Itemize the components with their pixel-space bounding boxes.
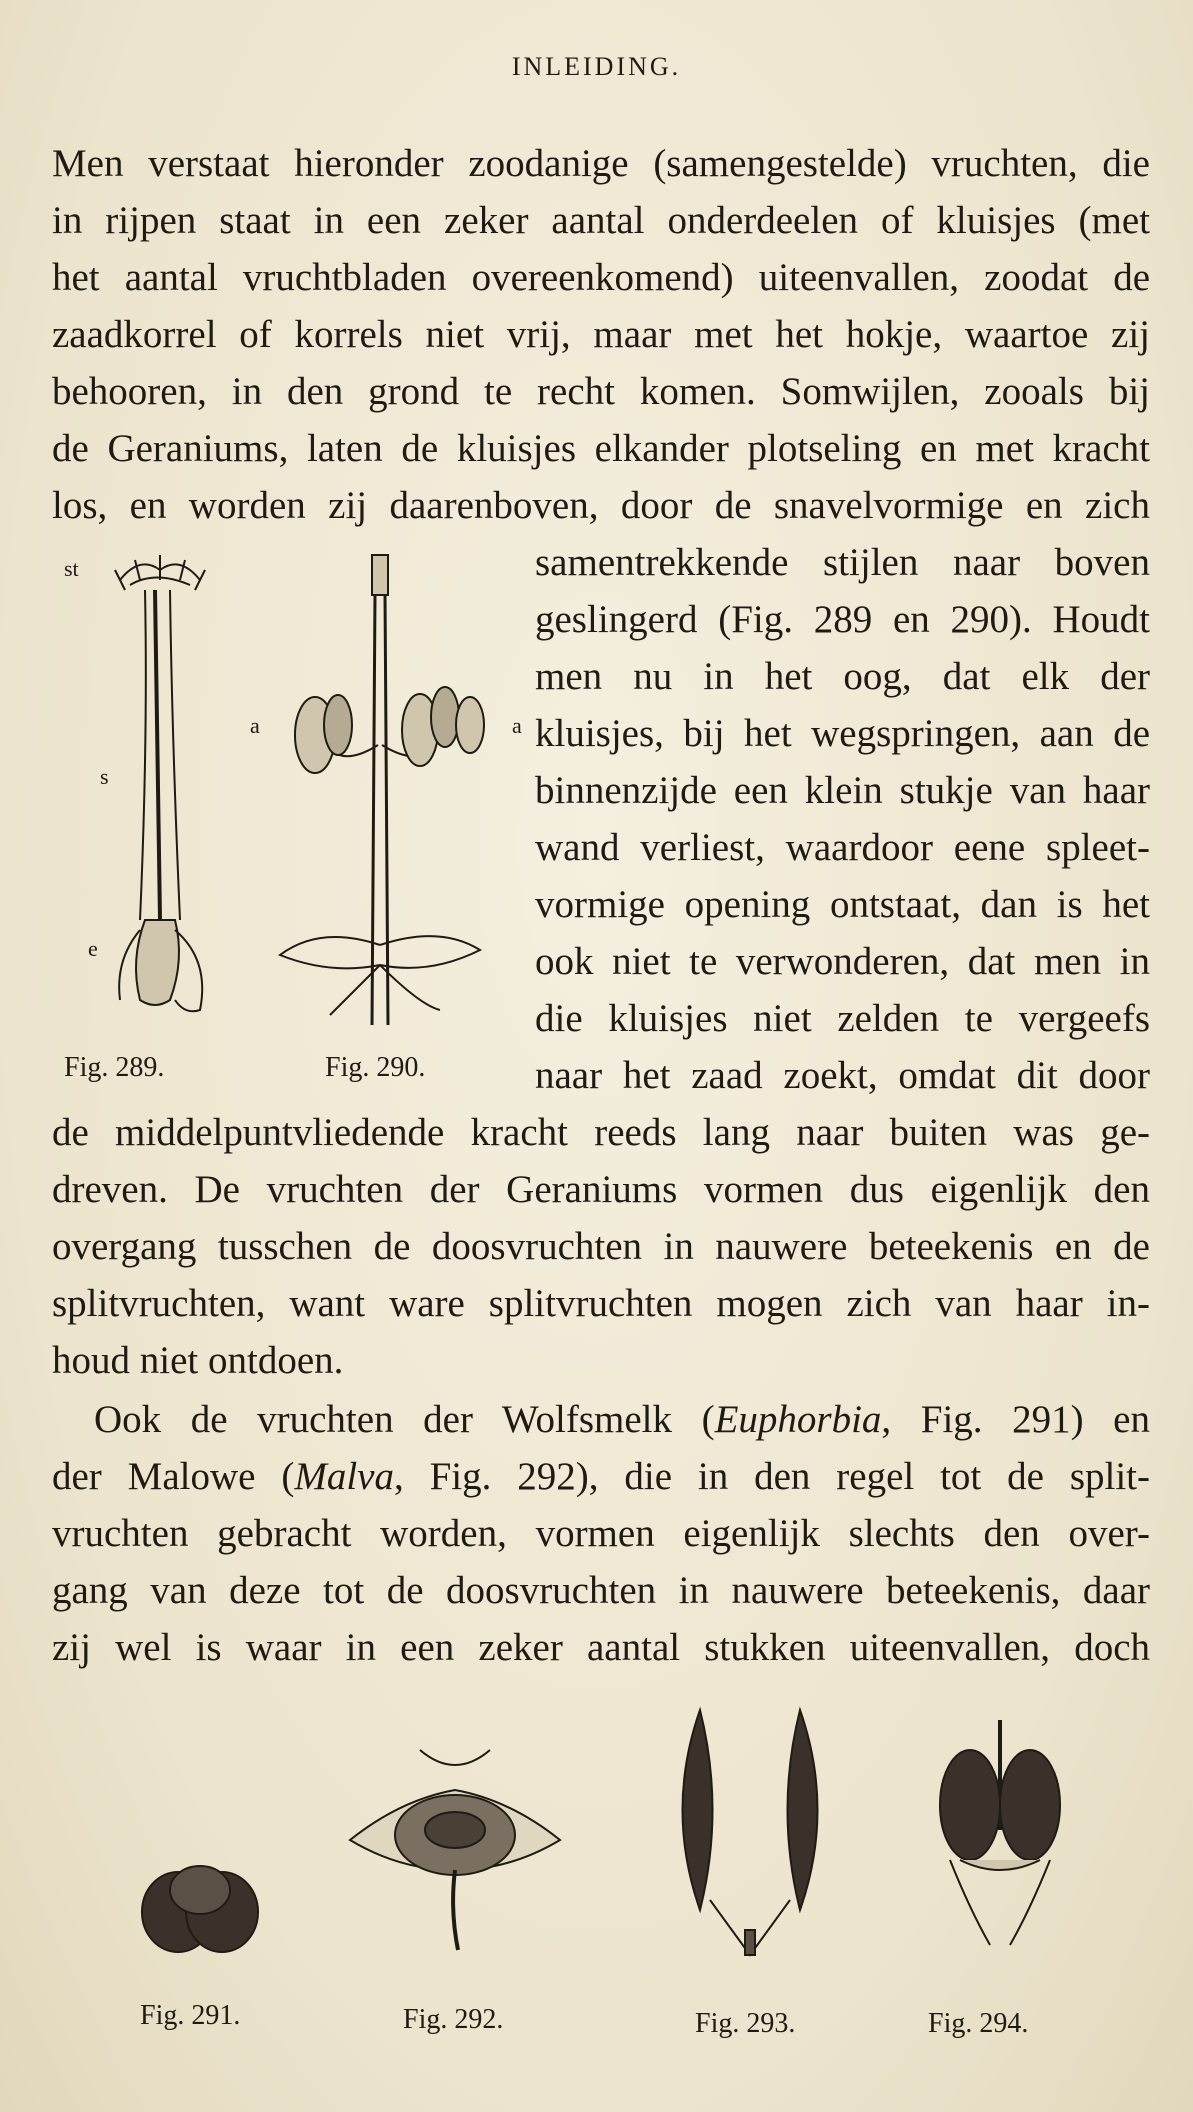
text-line: behooren, in den grond te recht komen. Somwijlen, zooals bij <box>52 370 1150 413</box>
text-line: Ook de vruchten der Wolfsmelk (Euphorbia, Fig. 291) en <box>94 1398 1150 1441</box>
label-st: st <box>64 556 79 581</box>
fig-290-illustration <box>250 545 535 1040</box>
text-line: dreven. De vruchten der Geraniums vormen dus eigenlijk den <box>52 1168 1150 1211</box>
text-line: splitvruchten, want ware splitvruchten mogen zich van haar in- <box>52 1282 1150 1325</box>
text-line: in rijpen staat in een zeker aantal onderdeelen of kluisjes (met <box>52 199 1150 242</box>
fig-289-caption: Fig. 289. <box>64 1052 165 1083</box>
text-line: wand verliest, waardoor eene spleet- <box>535 826 1150 869</box>
text-line: geslingerd (Fig. 289 en 290). Houdt <box>535 598 1150 641</box>
text-line: kluisjes, bij het wegspringen, aan de <box>535 712 1150 755</box>
italic-term: Malva <box>294 1455 394 1498</box>
label-a-left: a <box>250 713 260 738</box>
text-line: die kluisjes niet zelden te vergeefs <box>535 997 1150 1040</box>
text-line: naar het zaad zoekt, omdat dit door <box>535 1054 1150 1097</box>
running-head: INLEIDING. <box>511 52 682 81</box>
text-line: ook niet te verwonderen, dat men in <box>535 940 1150 983</box>
text-line: houd niet ontdoen. <box>52 1339 344 1382</box>
text-line: de middelpuntvliedende kracht reeds lang naar buiten was ge- <box>52 1111 1150 1154</box>
fig-289-illustration <box>60 540 250 1040</box>
text-line: der Malowe (Malva, Fig. 292), die in den regel tot de split- <box>52 1455 1150 1498</box>
text-line: vruchten gebracht worden, vormen eigenlijk slechts den over- <box>52 1512 1150 1555</box>
fig-291-caption: Fig. 291. <box>140 2000 241 2031</box>
fig-292-caption: Fig. 292. <box>403 2004 504 2035</box>
text-line: gang van deze tot de doosvruchten in nauwere beteekenis, daar <box>52 1569 1150 1612</box>
label-a-right: a <box>512 713 522 738</box>
text-line: zaadkorrel of korrels niet vrij, maar met het hokje, waartoe zij <box>52 313 1150 356</box>
fig-292-illustration <box>340 1740 570 1960</box>
label-s: s <box>100 764 109 789</box>
text-line: vormige opening ontstaat, dan is het <box>535 883 1150 926</box>
text-line: het aantal vruchtbladen overeenkomend) uiteenvallen, zoodat de <box>52 256 1150 299</box>
text-line: men nu in het oog, dat elk der <box>535 655 1150 698</box>
text-line: los, en worden zij daarenboven, door de snavelvormige en zich <box>52 484 1150 527</box>
italic-term: Euphorbia <box>714 1398 882 1441</box>
fig-293-illustration <box>665 1700 845 1960</box>
text-line: binnenzijde een klein stukje van haar <box>535 769 1150 812</box>
label-e: e <box>88 936 98 961</box>
fig-294-caption: Fig. 294. <box>928 2008 1029 2039</box>
fig-294-illustration <box>930 1710 1070 1950</box>
fig-293-caption: Fig. 293. <box>695 2008 796 2039</box>
fig-291-illustration <box>130 1850 270 1970</box>
text-line: overgang tusschen de doosvruchten in nauwere beteekenis en de <box>52 1225 1150 1268</box>
text-line: samentrekkende stijlen naar boven <box>535 541 1150 584</box>
text-line: Men verstaat hieronder zoodanige (samengestelde) vruchten, die <box>52 142 1150 185</box>
fig-290-caption: Fig. 290. <box>325 1052 426 1083</box>
text-line: de Geraniums, laten de kluisjes elkander plotseling en met kracht <box>52 427 1150 470</box>
text-line: zij wel is waar in een zeker aantal stukken uiteenvallen, doch <box>52 1626 1150 1669</box>
